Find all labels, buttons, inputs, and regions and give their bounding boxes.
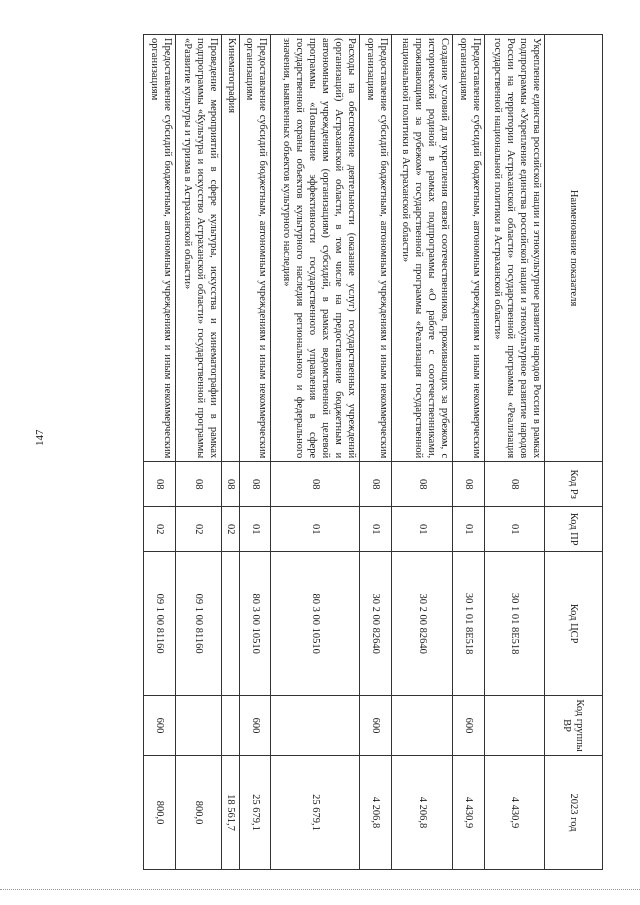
row-vr: 600 [144,696,176,756]
row-rz: 08 [360,462,392,507]
row-amount: 4 206,8 [392,756,452,870]
row-name: Предоставление субсидий бюджетным, автономным учреждениям и иным некоммерческим организациям [360,35,392,462]
table-row [452,35,484,870]
row-csr: 09 1 00 81160 [144,552,176,696]
table-row [360,35,392,870]
row-vr [222,696,240,756]
row-pr: 01 [360,507,392,552]
table-row [484,35,544,870]
row-amount: 25 679,1 [239,756,271,870]
row-rz: 08 [271,462,360,507]
row-amount: 4 206,8 [360,756,392,870]
row-name: Расходы на обеспечение деятельности (оказание услуг) государственных учреждений (организаций) Астраханской области, в том числе на предоставление бюджетным и автономным учреждениям (организациям) субсидий, в рамках ведомственной целевой программы «Повышение эффективности государственного управления в сфере государственной охраны объектов культурного наследия регионального и федерального значения, выявленных объектов культурного наследия» [271,35,360,462]
table-row [175,35,221,870]
header-csr: Код ЦСР [545,552,603,696]
row-pr: 01 [484,507,544,552]
header-rz: Код Рз [545,462,603,507]
row-vr: 600 [360,696,392,756]
page-number: 147 [34,429,46,446]
header-name: Наименование показателя [545,35,603,462]
row-amount: 800,0 [144,756,176,870]
row-name: Предоставление субсидий бюджетным, автономным учреждениям и иным некоммерческим организациям [144,35,176,462]
row-rz: 08 [239,462,271,507]
row-pr: 01 [392,507,452,552]
row-vr [392,696,452,756]
row-vr [175,696,221,756]
row-pr: 01 [239,507,271,552]
row-pr: 02 [144,507,176,552]
table-row [239,35,271,870]
row-csr [222,552,240,696]
row-csr: 30 1 01 8Е518 [452,552,484,696]
table-row [392,35,452,870]
row-csr: 30 1 01 8Е518 [484,552,544,696]
row-csr: 30 2 00 82640 [360,552,392,696]
row-amount: 25 679,1 [271,756,360,870]
row-rz: 08 [144,462,176,507]
row-pr: 01 [271,507,360,552]
row-amount: 4 430,9 [452,756,484,870]
row-csr: 80 3 00 10510 [239,552,271,696]
row-name: Создание условий для укрепления связей соотечественников, проживающих за рубежом, с исторической родиной в рамках подпрограммы «О работе с соотечественниками, проживающими за рубежом» государственной программы «Реализация государственной национальной политики в Астраханской области» [392,35,452,462]
row-pr: 01 [452,507,484,552]
budget-table [143,34,603,870]
table-row [271,35,360,870]
row-name: Укрепление единства российской нации и этнокультурное развитие народов России в рамках подпрограммы «Укрепление единства российской нации и этнокультурное развитие народов России на территории Астраханской области» государственной программы «Реализация государственной национальной политики в Астраханской области» [484,35,544,462]
row-amount: 800,0 [175,756,221,870]
table-row [144,35,176,870]
row-pr: 02 [175,507,221,552]
header-year: 2023 год [545,756,603,870]
row-rz: 08 [484,462,544,507]
budget-table-container [143,34,603,870]
row-vr [271,696,360,756]
row-csr: 30 2 00 82640 [392,552,452,696]
row-name: Предоставление субсидий бюджетным, автономным учреждениям и иным некоммерческим организациям [452,35,484,462]
row-rz: 08 [392,462,452,507]
row-vr: 600 [239,696,271,756]
row-rz: 08 [222,462,240,507]
row-name: Кинематография [222,35,240,462]
row-vr [484,696,544,756]
row-csr: 09 1 00 81160 [175,552,221,696]
table-row [222,35,240,870]
row-name: Предоставление субсидий бюджетным, автономным учреждениям и иным некоммерческим организациям [239,35,271,462]
row-csr: 80 3 00 10510 [271,552,360,696]
row-rz: 08 [452,462,484,507]
row-amount: 4 430,9 [484,756,544,870]
row-pr: 02 [222,507,240,552]
row-vr: 600 [452,696,484,756]
row-amount: 18 561,7 [222,756,240,870]
page-bottom-divider [0,889,640,891]
row-name: Проведение мероприятий в сфере культуры, искусства и кинематографии в рамках подпрограммы «Культура и искусство Астраханской области» государственной программы «Развитие культуры и туризма в Астраханской области» [175,35,221,462]
table-header-row [545,35,603,870]
row-rz: 08 [175,462,221,507]
header-pr: Код ПР [545,507,603,552]
header-vr: Код группы ВР [545,696,603,756]
